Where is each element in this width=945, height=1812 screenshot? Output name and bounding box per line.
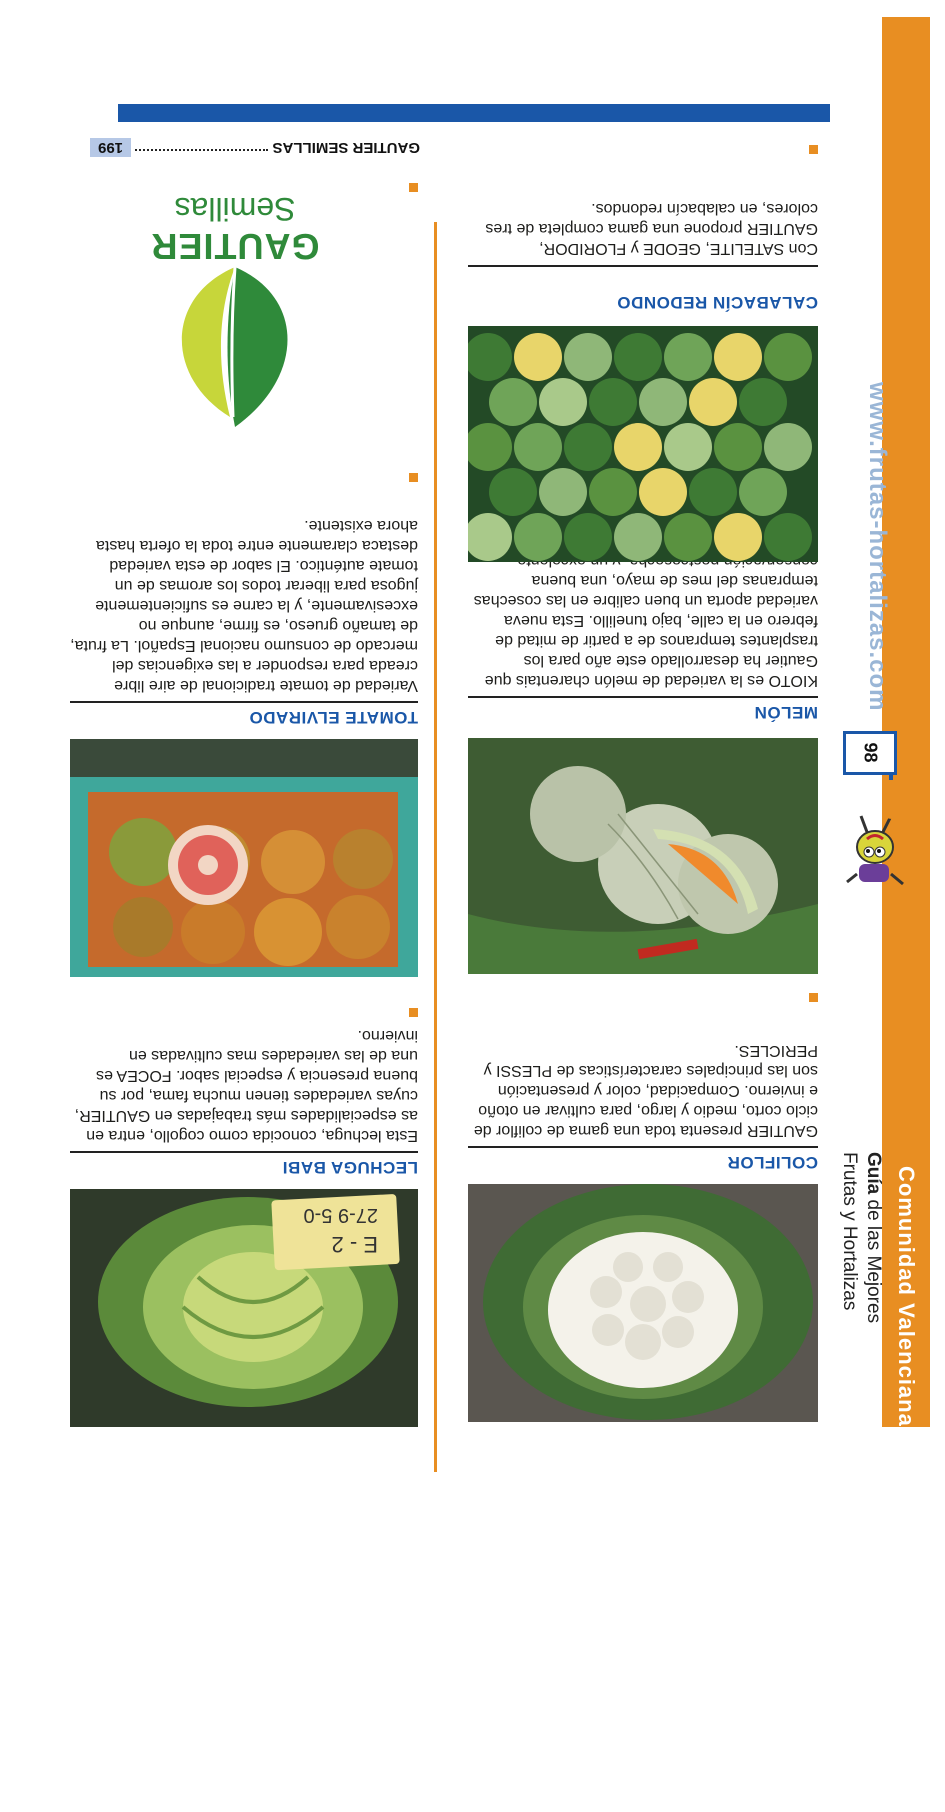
calabacin-end-mark <box>809 145 818 154</box>
tomate-rule <box>70 701 418 703</box>
coliflor-photo <box>468 1184 818 1422</box>
lechuga-photo <box>70 1189 418 1427</box>
coliflor-text: GAUTIER presenta toda una gama de coliflor de ciclo corto, medio y largo, para cultivar en otoño e invierno. Compacidad, color y presentación son las principales características de PLESSI y PERICLES. <box>473 1042 818 1139</box>
website-url: www.frutas-hortalizas.com <box>864 382 891 712</box>
coliflor-rule <box>468 1146 818 1148</box>
coliflor-title: COLIFLOR <box>727 1153 818 1172</box>
calabacin-rule <box>468 265 818 267</box>
lechuga-title: LECHUGA BABI <box>282 1158 418 1177</box>
tomate-text: Variedad de tomate tradicional de aire libre creada para responder a las exigencias del mercado de consumo nacional Español. La fruta, de tamaño grueso, es firme, aunque no excesivamente, y la carne es suficientemente jugosa para liberar todos los aromas de un tomate auténtico. El sabor de esta variedad destaca claramente entre toda la oferta hasta ahora existente. <box>70 517 418 694</box>
page-number-box <box>843 731 897 775</box>
footer-ref-label: GAUTIER SEMILLAS <box>272 139 420 157</box>
column-divider <box>434 222 437 1472</box>
brand-sub: Semillas <box>174 191 296 227</box>
melon-text: KIOTO es la variedad de melón charentais que Gautier ha desarrollado este año para los trasplantes tempranos de a partir de mitad de febrero en la calle, bajo tunelillo. Esta nueva variedad aporta un buen calibre en las cosechas tempranas del mes de mayo, una buena <box>473 572 818 689</box>
tomate-end-mark <box>409 473 418 482</box>
label-tag-line1: E - 2 <box>331 1232 378 1257</box>
page-number: 98 <box>860 742 881 764</box>
calabacin-title: CALABACÍN REDONDO <box>616 293 818 312</box>
guide-title-line2: Frutas y Hortalizas <box>839 1152 860 1311</box>
tomate-photo <box>70 739 418 977</box>
footer-reference <box>90 136 420 160</box>
melon-title: MELÓN <box>754 703 818 722</box>
gautier-leaf-icon <box>145 257 325 437</box>
mascot-icon <box>843 812 913 902</box>
calabacin-text: Con SATELITE, GEODE y FLORIDOR, GAUTIER propone una gama completa de tres colores, en calabacín redondos. <box>485 200 818 257</box>
brand-name: GAUTIER <box>150 226 320 267</box>
region-label: Comunidad Valenciana <box>894 1166 919 1427</box>
tomate-title: TOMATE ELVIRADO <box>249 708 418 727</box>
guide-title-rest: de las Mejores <box>863 1194 884 1324</box>
footer-end-mark <box>409 183 418 192</box>
lechuga-text: Esta lechuga, conocida como cogollo, entra en as especialidades más trabajadas en GAUTIER, cuyas variedades tienen mucha fama, por su buena presencia y especial sabor. FOCEA es una de las variedades mas cultivadas en invierno. <box>74 1027 418 1144</box>
footer-ref-page: 199 <box>90 139 131 158</box>
lechuga-rule <box>70 1151 418 1153</box>
melon-photo <box>468 738 818 974</box>
calabacin-photo <box>468 326 818 562</box>
label-tag-line2: 27-9 5-0 <box>303 1204 378 1226</box>
lechuga-end-mark <box>409 1008 418 1017</box>
melon-rule <box>468 696 818 698</box>
bottom-blue-band <box>118 104 830 122</box>
coliflor-end-mark <box>809 993 818 1002</box>
guide-title <box>815 1152 885 1417</box>
footer-leader-dots <box>135 150 268 152</box>
guide-title-bold: Guía <box>863 1152 884 1195</box>
